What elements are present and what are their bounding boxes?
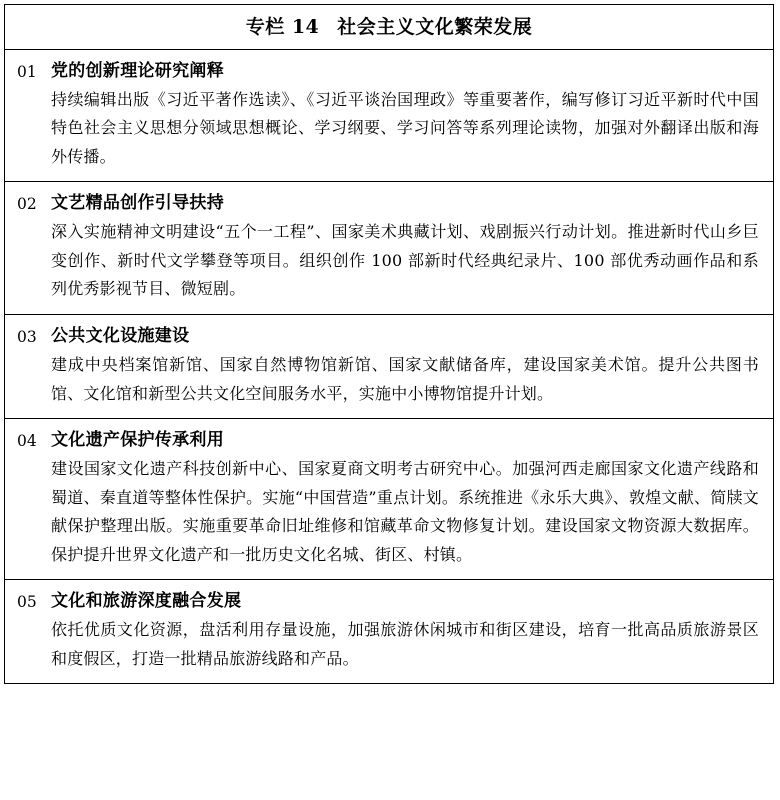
box-title-prefix: 专栏 14 [245,16,320,38]
item-body [51,588,759,673]
item-heading: 公共文化设施建设 [51,325,190,346]
item-text: 建成中央档案馆新馆、国家自然博物馆新馆、国家文献储备库，建设国家美术馆。提升公共图书馆、文化馆和新型公共文化空间服务水平，实施中小博物馆提升计划。 [51,355,759,403]
item-heading: 党的创新理论研究阐释 [51,60,224,81]
item-body [51,427,759,569]
item-text: 持续编辑出版《习近平著作选读》、《习近平谈治国理政》等重要著作，编写修订习近平新时代中国特色社会主义思想分领域思想概论、学习纲要、学习问答等系列理论读物，加强对外翻译出版和海外传播。 [51,89,759,166]
item-number: 05 [17,593,37,612]
feature-box [4,4,774,684]
item-text: 依托优质文化资源，盘活利用存量设施，加强旅游休闲城市和街区建设，培育一批高品质旅游景区和度假区，打造一批精品旅游线路和产品。 [51,620,759,668]
item-heading: 文艺精品创作引导扶持 [51,193,224,214]
item-text: 建设国家文化遗产科技创新中心、国家夏商文明考古研究中心。加强河西走廊国家文化遗产线路和蜀道、秦直道等整体性保护。实施“中国营造”重点计划。系统推进《永乐大典》、敦煌文献、简牍文献保护整理出版。实施重要革命旧址维修和馆藏革命文物修复计划。建设国家文物资源大数据库。保护提升世界文化遗产和一批历史文化名城、街区、村镇。 [51,459,759,564]
item-body [51,190,759,304]
box-title-main: 社会主义文化繁荣发展 [337,16,533,38]
list-item [5,579,773,683]
item-heading: 文化遗产保护传承利用 [51,430,224,450]
list-item [5,50,773,182]
list-item [5,314,773,418]
item-number: 02 [17,195,37,214]
item-body [51,323,759,408]
item-heading: 文化和旅游深度融合发展 [51,591,242,612]
item-number: 04 [17,432,37,450]
list-item [5,418,773,579]
item-body [51,58,759,172]
item-number: 03 [17,327,37,346]
item-number: 01 [17,62,37,81]
item-text: 深入实施精神文明建设“五个一工程”、国家美术典藏计划、戏剧振兴行动计划。推进新时代山乡巨变创作、新时代文学攀登等项目。组织创作 100 部新时代经典纪录片、100 部优秀动画作品和系列优秀影视节目、微短剧。 [51,222,759,299]
box-title [5,5,773,50]
list-item [5,181,773,314]
